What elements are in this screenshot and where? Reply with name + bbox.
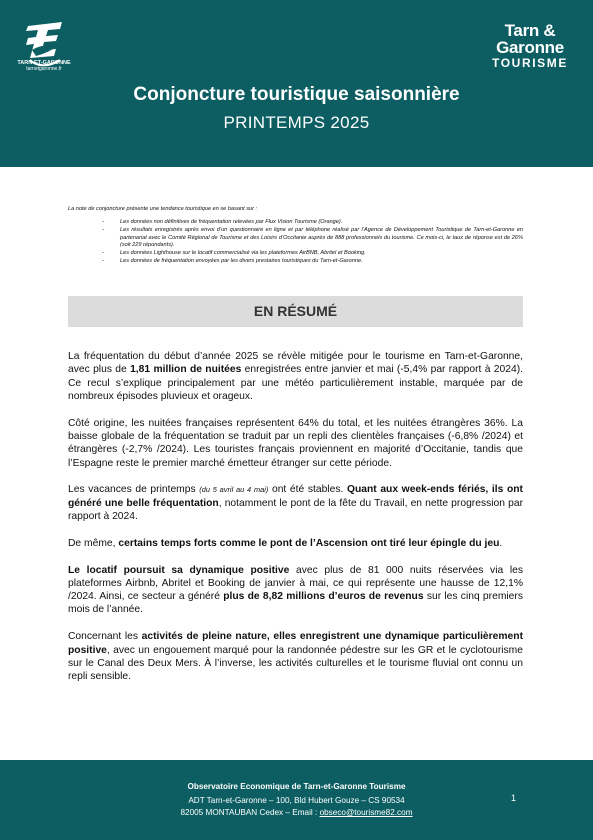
right-logo-line3: TOURISME bbox=[492, 56, 568, 70]
footer-address: ADT Tarn-et-Garonne – 100, Bld Hubert Gouze – CS 90534 bbox=[188, 796, 405, 805]
left-logo-name: TARN-ET-GARONNE bbox=[17, 60, 71, 66]
text: , avec un engouement marqué pour la randonnée pédestre sur les GR et le cyclotourisme sur le Canal des Deux Mers. À l’inverse, les activités culturelles et le tourisme fluvial ont connu un repli sensible. bbox=[68, 644, 523, 683]
footer-email-link[interactable]: obseco@tourisme82.com bbox=[319, 808, 413, 817]
text: Les vacances de printemps bbox=[68, 484, 200, 496]
paragraph-outdoor bbox=[68, 630, 523, 683]
text: La fréquentation du début d’année 2025 se révèle mitigée pour le tourisme en Tarn-et-Garonne, avec plus de bbox=[68, 351, 523, 376]
page-header bbox=[0, 0, 593, 167]
left-logo-text bbox=[14, 60, 74, 72]
text: sur les cinq premiers mois de l’année. bbox=[68, 591, 523, 616]
text: . bbox=[499, 537, 503, 549]
list-item: - Les données Lighthouse sur le locatif commercialisé via les plateformes AirBNB, Abritel et Booking. bbox=[120, 250, 523, 257]
text-bold: plus de 8,82 millions d’euros de revenus bbox=[223, 591, 424, 603]
left-logo-url: tarnetgaronne.fr bbox=[26, 66, 62, 72]
paragraph-rentals bbox=[68, 564, 523, 617]
page-number: 1 bbox=[511, 793, 517, 803]
summary-body bbox=[68, 350, 523, 697]
right-logo-line2: Garonne bbox=[496, 38, 564, 57]
tarn-garonne-tourisme-logo bbox=[489, 22, 571, 70]
right-logo-line1: Tarn & bbox=[504, 21, 556, 40]
text: , notamment le pont de la fête du Travail, en nette progression par rapport à 2024. bbox=[68, 497, 523, 522]
methodology-note bbox=[68, 206, 523, 266]
page-subtitle: PRINTEMPS 2025 bbox=[223, 113, 370, 132]
footer-contact bbox=[0, 808, 593, 817]
footer-org: Observatoire Economique de Tarn-et-Garonne Tourisme bbox=[187, 782, 406, 791]
page-title: Conjoncture touristique saisonnière bbox=[133, 84, 460, 105]
paragraph-highlights bbox=[68, 537, 523, 550]
text: Concernant les bbox=[68, 631, 142, 643]
text: enregistrées entre janvier et mai (-5,4% par rapport à 2024). Ce recul s’explique principalement par une météo particulièrement instable, marquée par de nombreux épisodes pluvieux et orageux. bbox=[68, 364, 523, 402]
text-bold: Quant aux week-ends fériés, ils ont généré une belle fréquentation bbox=[68, 484, 523, 509]
footer-city: 82005 MONTAUBAN Cedex – Email : bbox=[180, 808, 320, 817]
list-item: - Les données de fréquentation envoyées par les divers prestaires touristiques du Tarn-et-Garonne. bbox=[120, 258, 523, 265]
text-bold: certains temps forts comme le pont de l’Ascension ont tiré leur épingle du jeu bbox=[118, 537, 500, 549]
list-item: - Les données non définitives de fréquentation relevées par Flux Vision Tourisme (Orange). bbox=[120, 219, 523, 226]
text: avec plus de 81 000 nuits réservées via les plateformes Airbnb, Abritel et Booking de janvier à mai, ce qui représente une hausse de 12,1% /2024. Ainsi, ce secteur a généré bbox=[68, 564, 524, 603]
page-footer bbox=[0, 760, 593, 840]
paragraph-holidays bbox=[68, 483, 523, 523]
paragraph-origin: Côté origine, les nuitées françaises représentent 64% du total, et les nuitées étrangères 36%. La baisse globale de la fréquentation se traduit par un repli des clientèles françaises (-6,8% /2024) et étrangères (-2,7% /2024). Les touristes français proviennent en majorité d’Occitanie, tandis que l’Espagne reste le premier marché émetteur étranger sur cette période. bbox=[68, 417, 523, 469]
paragraph-attendance bbox=[68, 350, 523, 403]
text-bold: 1,81 million de nuitées bbox=[130, 364, 242, 376]
summary-heading: EN RÉSUMÉ bbox=[68, 296, 523, 327]
list-item: - Les résultats enregistrés après envoi d’un questionnaire en ligne et par téléphone réalisé par l’Agence de Développement Touristique de Tarn-et-Garonne en partenariat avec le Comité Régional de Tourisme et des Loisirs d’Occitanie auprès de 888 professionnels du tourisme. Ce mois-ci, le taux de réponse est de 26% (soit 229 répondants). bbox=[120, 227, 523, 249]
text: De même, bbox=[68, 537, 119, 549]
text-small: (du 5 avril au 4 mai) bbox=[199, 485, 269, 495]
text-bold: Le locatif poursuit sa dynamique positive bbox=[68, 564, 290, 576]
note-intro: La note de conjoncture présente une tendance touristique en se basant sur : bbox=[68, 206, 258, 212]
text: ont été stables. bbox=[268, 484, 347, 496]
text-bold: activités de pleine nature, elles enregistrent une dynamique particulièrement positive bbox=[68, 631, 523, 656]
note-list bbox=[68, 219, 523, 265]
